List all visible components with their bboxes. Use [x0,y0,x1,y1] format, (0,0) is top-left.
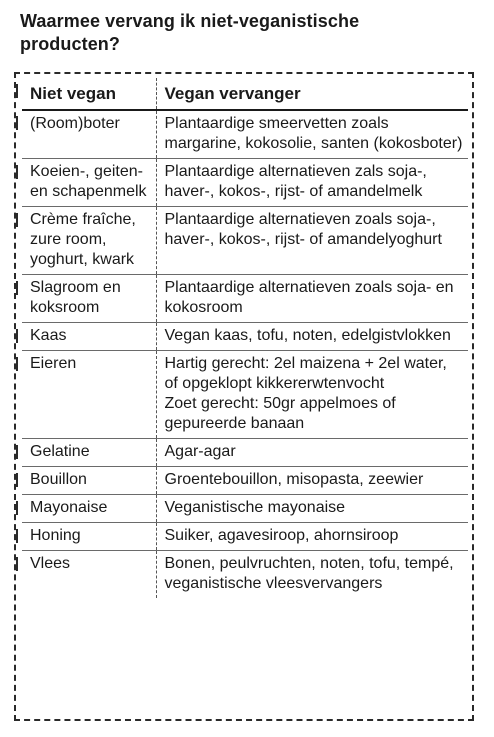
cell-niet-vegan: Vlees [22,551,156,599]
cell-niet-vegan: Kaas [22,323,156,351]
cell-niet-vegan: Slagroom en koksroom [22,275,156,323]
cell-vegan-vervanger: Plantaardige alternatieven zals soja-, haver-, kokos-, rijst- of amandelmelk [156,159,468,207]
cell-vegan-vervanger: Plantaardige alternatieven zoals soja-, haver-, kokos-, rijst- of amandelyoghurt [156,207,468,275]
table-row [22,275,468,323]
row-marker [16,116,18,130]
row-marker [16,281,18,295]
cell-vegan-vervanger: Plantaardige smeervetten zoals margarine, kokosolie, santen (kokosboter) [156,110,468,159]
table-row [22,207,468,275]
cell-vegan-vervanger: Suiker, agavesiroop, ahornsiroop [156,523,468,551]
row-marker [16,557,18,571]
table-row [22,551,468,599]
cell-niet-vegan: (Room)boter [30,115,120,132]
table-row [22,351,468,439]
cell-vegan-vervanger: Plantaardige alternatieven zoals soja- en kokosroom [156,275,468,323]
cell-niet-vegan: Bouillon [22,467,156,495]
table-row [22,159,468,207]
cell-vegan-vervanger: Agar-agar [156,439,468,467]
table-row [22,439,468,467]
cell-niet-vegan: Crème fraîche, zure room, yoghurt, kwark [22,207,156,275]
table-header-row [22,78,468,110]
table-row [22,323,468,351]
cell-vegan-vervanger: Vegan kaas, tofu, noten, edelgistvlokken [156,323,468,351]
row-marker [16,445,18,459]
cell-vegan-vervanger: Veganistische mayonaise [156,495,468,523]
table-row [22,467,468,495]
row-marker [16,329,18,343]
cell-niet-vegan: Mayonaise [22,495,156,523]
table-row [22,110,468,159]
cell-vegan-vervanger: Bonen, peulvruchten, noten, tofu, tempé, veganistische vleesvervangers [156,551,468,599]
cell-niet-vegan: Honing [22,523,156,551]
row-marker [16,501,18,515]
substitution-table [22,78,468,598]
row-marker [16,357,18,371]
row-marker [16,529,18,543]
page-title: Waarmee vervang ik niet-veganistische producten? [20,11,360,54]
row-marker [16,84,18,98]
column-header-niet-vegan: Niet vegan [22,78,156,110]
row-marker [16,473,18,487]
column-header-vegan-vervanger: Vegan vervanger [156,78,468,110]
cell-vegan-vervanger: Hartig gerecht: 2el maizena + 2el water, of opgeklopt kikkererwtenvocht Zoet gerecht: 50gr appelmoes of gepureerde banaan [156,351,468,439]
row-marker [16,165,18,179]
cell-niet-vegan: Koeien-, geiten- en schapenmelk [22,159,156,207]
cell-niet-vegan: Gelatine [22,439,156,467]
table-row [22,523,468,551]
cell-niet-vegan: Eieren [22,351,156,439]
cell-vegan-vervanger: Groentebouillon, misopasta, zeewier [156,467,468,495]
row-marker [16,213,18,227]
table-row [22,495,468,523]
